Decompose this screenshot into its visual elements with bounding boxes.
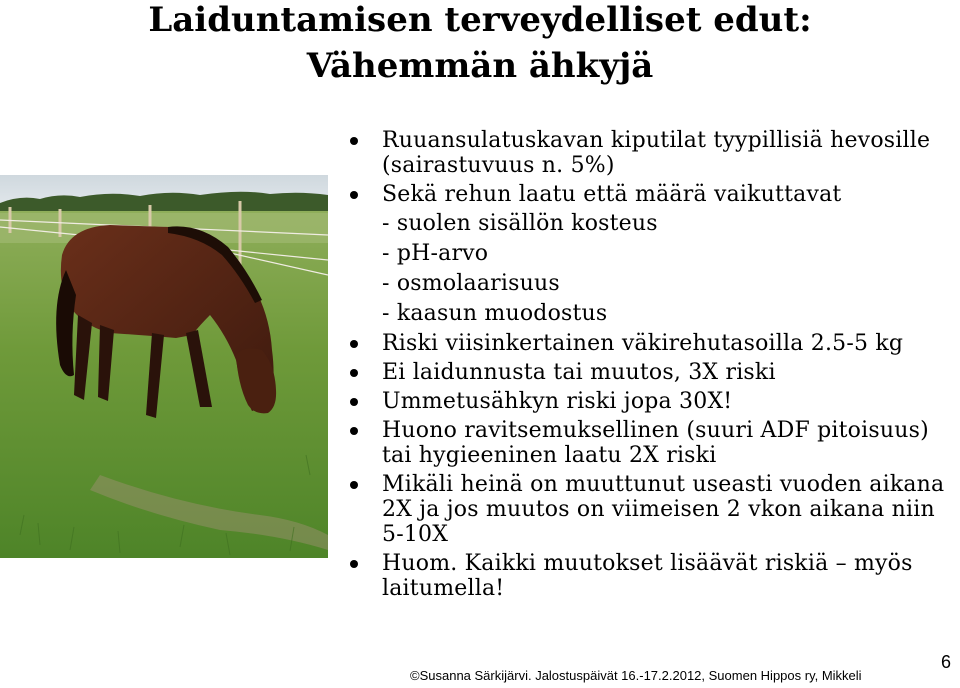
bullet-item: Ummetusähkyn riski jopa 30X!	[344, 389, 954, 414]
sub-item: - suolen sisällön kosteus	[382, 211, 658, 236]
title-line-2: Vähemmän ähkyjä	[306, 46, 654, 86]
title-line-1: Laiduntamisen terveydelliset edut:	[148, 0, 812, 40]
footer-credit: ©Susanna Särkijärvi. Jalostuspäivät 16.-17.2.2012, Suomen Hippos ry, Mikkeli	[410, 668, 862, 683]
bullet-item: Huom. Kaikki muutokset lisäävät riskiä – myös laitumella!	[344, 551, 954, 601]
slide-title	[0, 0, 960, 89]
bullet-item: Huono ravitsemuksellinen (suuri ADF pitoisuus) tai hygieeninen laatu 2X riski	[344, 418, 954, 468]
sub-item: - osmolaarisuus	[382, 271, 560, 296]
bullet-item: Mikäli heinä on muuttunut useasti vuoden aikana 2X ja jos muutos on viimeisen 2 vkon aikana niin 5-10X	[344, 472, 954, 547]
bullet-item: Riski viisinkertainen väkirehutasoilla 2.5-5 kg	[344, 331, 954, 356]
horse-grazing-photo	[0, 175, 328, 558]
page-number: 6	[941, 652, 952, 672]
sub-item: - pH-arvo	[382, 241, 489, 266]
bullet-list	[344, 128, 954, 605]
bullet-item: Ei laidunnusta tai muutos, 3X riski	[344, 360, 954, 385]
sub-item: - kaasun muodostus	[382, 301, 608, 326]
bullet-item: Sekä rehun laatu että määrä vaikuttavat	[344, 182, 954, 207]
bullet-item: Ruuansulatuskavan kiputilat tyypillisiä hevosille (sairastuvuus n. 5%)	[344, 128, 954, 178]
